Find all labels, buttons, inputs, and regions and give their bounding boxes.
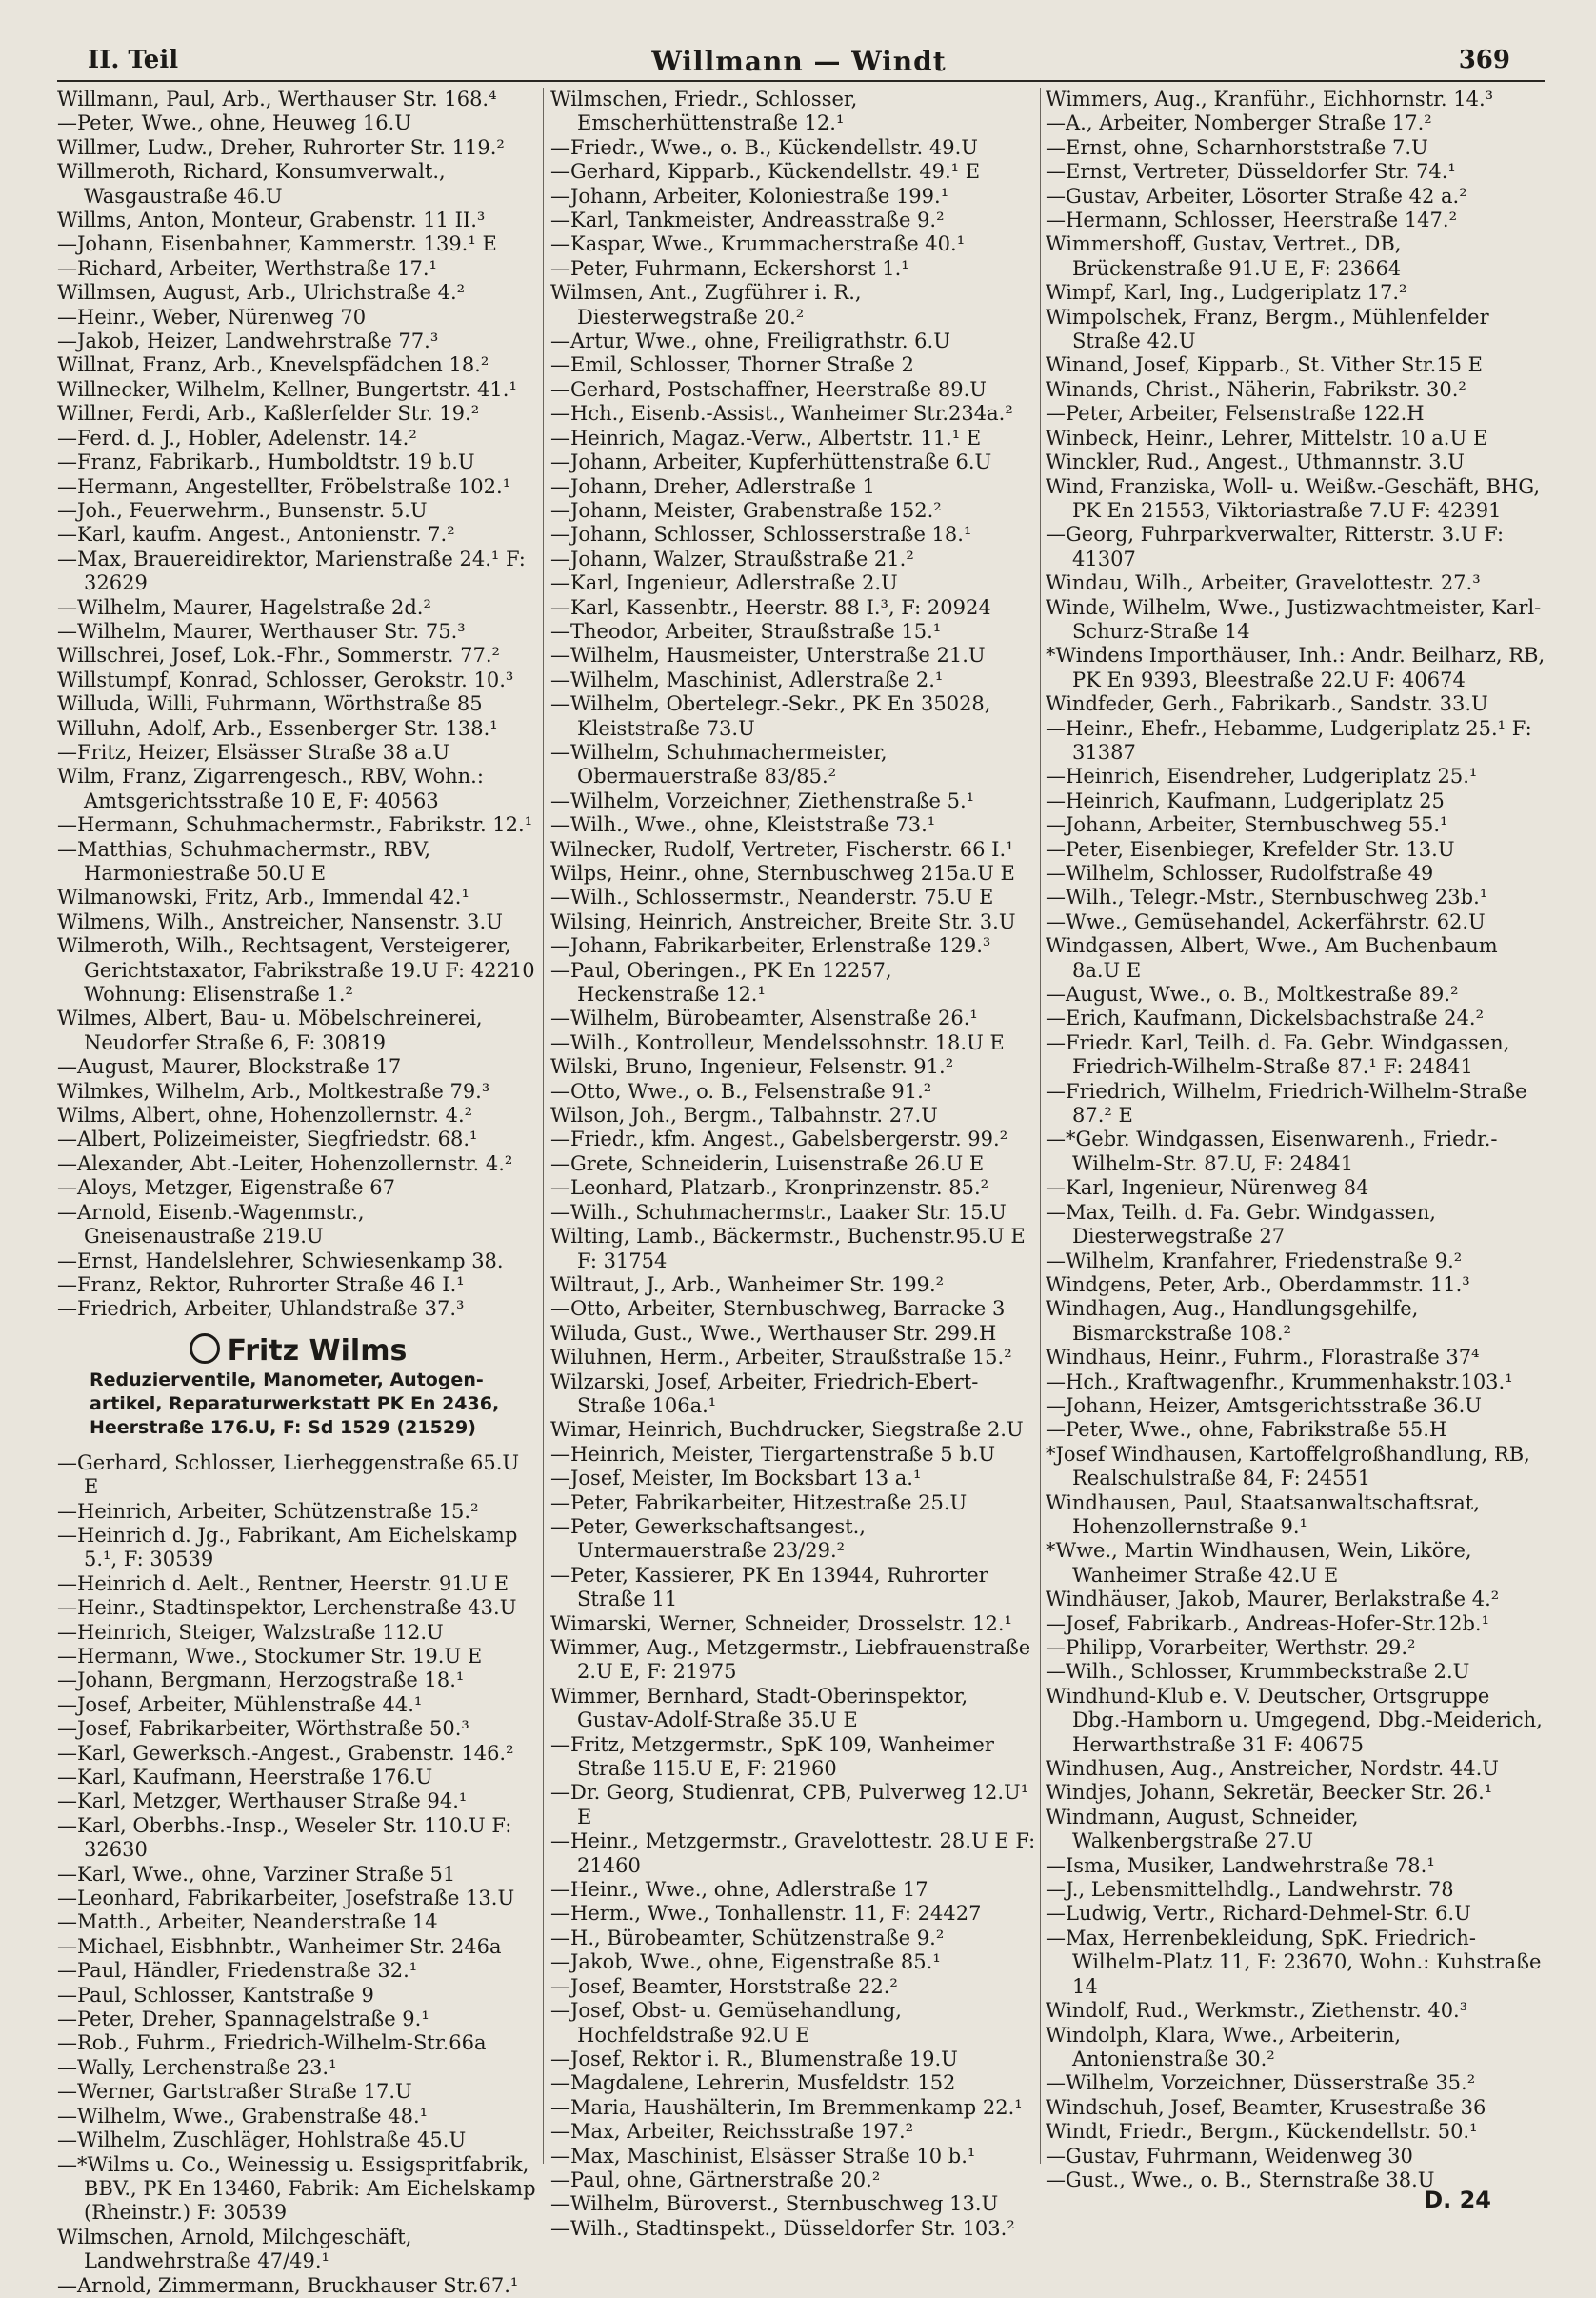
directory-entry: —Wilh., Stadtinspekt., Düsseldorfer Str. 103.² (550, 2216, 1015, 2240)
directory-entry: —Wilhelm, Maschinist, Adlerstraße 2.¹ (550, 668, 944, 691)
directory-entry: Willstumpf, Konrad, Schlosser, Gerokstr. 10.³ (57, 668, 514, 691)
directory-entry: —Josef, Meister, Im Bocksbart 13 a.¹ (550, 1467, 922, 1490)
directory-entry: Wimmer, Aug., Metzgermstr., Liebfrauenstraße 2.U E, F: 21975 (550, 1636, 1031, 1684)
directory-entry: —Heinr., Wwe., ohne, Adlerstraße 17 (550, 1878, 928, 1902)
directory-entry: —Peter, Dreher, Spannagelstraße 9.¹ (57, 2008, 429, 2031)
directory-entry: —Albert, Polizeimeister, Siegfriedstr. 68.¹ (57, 1128, 478, 1151)
directory-entry: —Wilhelm, Wwe., Grabenstraße 48.¹ (57, 2104, 429, 2128)
directory-entry: Windgassen, Albert, Wwe., Am Buchenbaum 8a.U E (1046, 934, 1498, 982)
directory-entry: Wimmer, Bernhard, Stadt-Oberinspektor, Gustav-Adolf-Straße 35.U E (550, 1684, 968, 1732)
directory-entry: —Wilhelm, Hausmeister, Unterstraße 21.U (550, 644, 986, 668)
directory-entry: —Friedrich, Arbeiter, Uhlandstraße 37.³ (57, 1297, 465, 1321)
directory-entry: —J., Lebensmittelhdlg., Landwehrstr. 78 (1046, 1878, 1454, 1902)
column-1-entries-top (57, 88, 539, 1322)
directory-entry: Wilting, Lamb., Bäckermstr., Buchenstr.95.U E F: 31754 (550, 1225, 1026, 1272)
directory-entry: Windau, Wilh., Arbeiter, Gravelottestr. 27.³ (1046, 571, 1481, 595)
directory-entry: *Josef Windhausen, Kartoffelgroßhandlung, RB, Realschulstraße 84, F: 24551 (1046, 1442, 1530, 1490)
ad-line-1: Reduzierventile, Manometer, Autogen- (90, 1369, 484, 1390)
directory-entry: —Friedr., Wwe., o. B., Kückendellstr. 49.U (550, 135, 978, 159)
directory-entry: —Artur, Wwe., ohne, Freiligrathstr. 6.U (550, 330, 950, 353)
directory-entry: Windgens, Peter, Arb., Oberdammstr. 11.³ (1046, 1272, 1470, 1296)
directory-entry: Wilnecker, Rudolf, Vertreter, Fischerstr. 66 I.¹ (550, 837, 1014, 861)
directory-entry: Windhäuser, Jakob, Maurer, Berlakstraße 4.² (1046, 1588, 1500, 1611)
directory-entry: —Karl, Tankmeister, Andreasstraße 9.² (550, 209, 945, 232)
directory-entry: Windhund-Klub e. V. Deutscher, Ortsgruppe Dbg.-Hamborn u. Umgegend, Dbg.-Meiderich, Herwarthstraße 31 F: 40675 (1046, 1684, 1543, 1756)
directory-entry: Winckler, Rud., Angest., Uthmannstr. 3.U (1046, 450, 1465, 474)
column-2 (550, 88, 1036, 2240)
directory-entry: —Franz, Rektor, Ruhrorter Straße 46 I.¹ (57, 1272, 465, 1296)
directory-entry: Willuhn, Adolf, Arb., Essenberger Str. 138.¹ (57, 716, 498, 740)
column-1 (57, 88, 539, 2297)
directory-entry: —Wwe., Gemüsehandel, Ackerfährstr. 62.U (1046, 909, 1486, 933)
directory-entry: —Johann, Dreher, Adlerstraße 1 (550, 474, 875, 498)
directory-entry: Wimarski, Werner, Schneider, Drosselstr. 12.¹ (550, 1611, 1012, 1635)
directory-entry: —Heinrich d. Jg., Fabrikant, Am Eichelskamp 5.¹, F: 30539 (57, 1523, 518, 1571)
directory-entry: —Otto, Wwe., o. B., Felsenstraße 91.² (550, 1079, 932, 1103)
directory-entry: —Max, Brauereidirektor, Marienstraße 24.¹ F: 32629 (57, 547, 526, 595)
directory-entry: Winands, Christ., Näherin, Fabrikstr. 30.² (1046, 377, 1466, 401)
directory-entry: —Fritz, Heizer, Elsässer Straße 38 a.U (57, 740, 450, 764)
directory-entry: Wilmanowski, Fritz, Arb., Immendal 42.¹ (57, 886, 469, 909)
directory-entry: Willmer, Ludw., Dreher, Ruhrorter Str. 119.² (57, 135, 505, 159)
directory-entry: Windhusen, Aug., Anstreicher, Nordstr. 44.U (1046, 1757, 1499, 1781)
directory-entry: Wimpolschek, Franz, Bergm., Mühlenfelder Straße 42.U (1046, 305, 1489, 353)
section-label: II. Teil (88, 46, 179, 74)
directory-entry: —Karl, Kassenbtr., Heerstr. 88 I.³, F: 20924 (550, 595, 991, 619)
directory-entry: Wiltraut, J., Arb., Wanheimer Str. 199.² (550, 1272, 945, 1296)
directory-entry: Willschrei, Josef, Lok.-Fhr., Sommerstr. 77.² (57, 644, 500, 668)
directory-entry: —Gustav, Fuhrmann, Weidenweg 30 (1046, 2144, 1413, 2168)
directory-entry: —Ernst, Vertreter, Düsseldorfer Str. 74.¹ (1046, 160, 1456, 184)
directory-entry: —Ernst, ohne, Scharnhorststraße 7.U (1046, 135, 1428, 159)
directory-entry: —Heinr., Stadtinspektor, Lerchenstraße 43.U (57, 1596, 517, 1620)
directory-entry: Windt, Friedr., Bergm., Kückendellstr. 50.¹ (1046, 2120, 1478, 2144)
directory-entry: —Dr. Georg, Studienrat, CPB, Pulverweg 12.U¹ E (550, 1781, 1029, 1828)
directory-entry: Willuda, Willi, Fuhrmann, Wörthstraße 85 (57, 692, 483, 716)
directory-entry: Wimmershoff, Gustav, Vertret., DB, Brückenstraße 91.U E, F: 23664 (1046, 232, 1402, 280)
directory-entry: —Philipp, Vorarbeiter, Werthstr. 29.² (1046, 1636, 1416, 1659)
directory-entry: —August, Wwe., o. B., Moltkestraße 89.² (1046, 983, 1459, 1007)
column-divider-2 (1040, 88, 1041, 2164)
directory-entry: Wilsing, Heinrich, Anstreicher, Breite Str. 3.U (550, 909, 1016, 933)
column-3-entries (1046, 88, 1550, 2192)
directory-entry: —Paul, ohne, Gärtnerstraße 20.² (550, 2168, 881, 2191)
directory-entry: Wiluhnen, Herm., Arbeiter, Straußstraße 15.² (550, 1346, 1012, 1369)
directory-entry: —*Wilms u. Co., Weinessig u. Essigspritfabrik, BBV., PK En 13460, Fabrik: Am Eichelskamp (Rheinstr.) F: 30539 (57, 2152, 536, 2225)
directory-entry: —Wilhelm, Maurer, Werthauser Str. 75.³ (57, 619, 466, 643)
ad-title: Fritz Wilms (227, 1333, 408, 1368)
directory-entry: —Paul, Schlosser, Kantstraße 9 (57, 1983, 374, 2007)
directory-entry: —H., Bürobeamter, Schützenstraße 9.² (550, 1926, 945, 1949)
directory-entry: —Ludwig, Vertr., Richard-Dehmel-Str. 6.U (1046, 1902, 1471, 1926)
directory-entry: —Hch., Eisenb.-Assist., Wanheimer Str.234a.² (550, 402, 1013, 426)
directory-entry: —Georg, Fuhrparkverwalter, Ritterstr. 3.U F: 41307 (1046, 523, 1505, 570)
company-emblem-icon (190, 1333, 220, 1364)
directory-entry: —Johann, Bergmann, Herzogstraße 18.¹ (57, 1669, 465, 1692)
directory-entry: —Karl, Wwe., ohne, Varziner Straße 51 (57, 1862, 456, 1886)
directory-entry: Winde, Wilhelm, Wwe., Justizwachtmeister, Karl-Schurz-Straße 14 (1046, 595, 1542, 643)
directory-entry: —Peter, Gewerkschaftsangest., Untermauerstraße 23/29.² (550, 1514, 866, 1563)
directory-entry: —Michael, Eisbhnbtr., Wanheimer Str. 246a (57, 1934, 502, 1958)
directory-entry: —Ferd. d. J., Hobler, Adelenstr. 14.² (57, 426, 417, 450)
directory-entry: —August, Maurer, Blockstraße 17 (57, 1055, 402, 1079)
directory-entry: —Erich, Kaufmann, Dickelsbachstraße 24.² (1046, 1007, 1484, 1030)
directory-entry: —Arnold, Zimmermann, Bruckhauser Str.67.¹ (57, 2273, 519, 2297)
directory-entry: —Richard, Arbeiter, Werthstraße 17.¹ (57, 256, 437, 280)
directory-entry: Willnecker, Wilhelm, Kellner, Bungertstr. 41.¹ (57, 377, 517, 401)
directory-entry: —Peter, Arbeiter, Felsenstraße 122.H (1046, 402, 1425, 426)
directory-entry: —Gerhard, Kipparb., Kückendellstr. 49.¹ E (550, 160, 981, 184)
directory-entry: —Gerhard, Postschaffner, Heerstraße 89.U (550, 377, 988, 401)
directory-entry: —Johann, Arbeiter, Koloniestraße 199.¹ (550, 184, 949, 208)
directory-entry: Wimar, Heinrich, Buchdrucker, Siegstraße 2.U (550, 1418, 1024, 1442)
directory-entry: —Paul, Oberingen., PK En 12257, Heckenstraße 12.¹ (550, 958, 892, 1007)
directory-entry: Wimmers, Aug., Kranführ., Eichhornstr. 14.³ (1046, 88, 1494, 110)
directory-entry: —Karl, Gewerksch.-Angest., Grabenstr. 146.² (57, 1741, 514, 1765)
directory-entry: Windmann, August, Schneider, Walkenbergstraße 27.U (1046, 1805, 1359, 1853)
directory-entry: —Johann, Meister, Grabenstraße 152.² (550, 498, 942, 522)
page-number: 369 (1458, 46, 1510, 74)
column-1-entries-bottom (57, 1451, 539, 2298)
directory-entry: —Heinr., Weber, Nürenweg 70 (57, 305, 367, 329)
directory-entry: —Heinr., Metzgermstr., Gravelottestr. 28.U E F: 21460 (550, 1829, 1036, 1877)
directory-entry: —Max, Arbeiter, Reichsstraße 197.² (550, 2120, 914, 2144)
directory-entry: —Leonhard, Fabrikarbeiter, Josefstraße 13.U (57, 1887, 515, 1910)
directory-entry: —Heinr., Ehefr., Hebamme, Ludgeriplatz 25.¹ F: 31387 (1046, 716, 1532, 764)
directory-entry: —Karl, kaufm. Angest., Antonienstr. 7.² (57, 523, 455, 547)
directory-entry: —Peter, Fabrikarbeiter, Hitzestraße 25.U (550, 1490, 968, 1514)
directory-entry: —Paul, Händler, Friedenstraße 32.¹ (57, 1959, 418, 1983)
directory-entry: —Wilhelm, Schlosser, Rudolfstraße 49 (1046, 862, 1434, 885)
directory-entry: Willmeroth, Richard, Konsumverwalt., Wasgaustraße 46.U (57, 160, 446, 208)
directory-entry: —Johann, Fabrikarbeiter, Erlenstraße 129.³ (550, 934, 991, 958)
directory-entry: Wilmschen, Arnold, Milchgeschäft, Landwehrstraße 47/49.¹ (57, 2225, 412, 2273)
directory-entry: —Friedr., kfm. Angest., Gabelsbergerstr. 99.² (550, 1128, 1008, 1151)
directory-entry: Wilski, Bruno, Ingenieur, Felsenstr. 91.² (550, 1055, 954, 1079)
header-rule (57, 80, 1545, 82)
directory-entry: —Max, Teilh. d. Fa. Gebr. Windgassen, Diesterwegstraße 27 (1046, 1200, 1436, 1249)
directory-entry: —Fritz, Metzgermstr., SpK 109, Wanheimer Straße 115.U E, F: 21960 (550, 1732, 994, 1781)
directory-entry: —Peter, Wwe., ohne, Fabrikstraße 55.H (1046, 1418, 1447, 1442)
directory-entry: —Alexander, Abt.-Leiter, Hohenzollernstr. 4.² (57, 1151, 513, 1175)
directory-entry: —Peter, Kassierer, PK En 13944, Ruhrorter Straße 11 (550, 1563, 988, 1611)
directory-entry: —Heinrich d. Aelt., Rentner, Heerstr. 91.U E (57, 1571, 509, 1595)
directory-entry: —Wilhelm, Bürobeamter, Alsenstraße 26.¹ (550, 1007, 978, 1030)
directory-entry: Wilmens, Wilh., Anstreicher, Nansenstr. 3.U (57, 909, 503, 933)
directory-entry: —Friedrich, Wilhelm, Friedrich-Wilhelm-Straße 87.² E (1046, 1079, 1527, 1128)
directory-entry: —Karl, Metzger, Werthauser Straße 94.¹ (57, 1789, 468, 1813)
directory-entry: —Wilhelm, Zuschläger, Hohlstraße 45.U (57, 2128, 467, 2152)
directory-entry: —Josef, Rektor i. R., Blumenstraße 19.U (550, 2047, 958, 2070)
directory-entry: —Karl, Oberbhs.-Insp., Weseler Str. 110.U F: 32630 (57, 1813, 512, 1862)
directory-entry: Windjes, Johann, Sekretär, Beecker Str. 26.¹ (1046, 1781, 1493, 1805)
directory-entry: —Matthias, Schuhmachermstr., RBV, Harmoniestraße 50.U E (57, 837, 430, 885)
directory-entry: —Wilhelm, Kranfahrer, Friedenstraße 9.² (1046, 1249, 1463, 1272)
directory-entry: Wilzarski, Josef, Arbeiter, Friedrich-Ebert-Straße 106a.¹ (550, 1369, 979, 1417)
directory-entry: Windolph, Klara, Wwe., Arbeiterin, Antonienstraße 30.² (1046, 2023, 1402, 2070)
directory-entry: —Peter, Fuhrmann, Eckershorst 1.¹ (550, 256, 909, 280)
directory-entry: —Ernst, Handelslehrer, Schwiesenkamp 38. (57, 1249, 504, 1272)
directory-entry: —Josef, Arbeiter, Mühlenstraße 44.¹ (57, 1692, 423, 1716)
directory-entry: —Rob., Fuhrm., Friedrich-Wilhelm-Str.66a (57, 2031, 487, 2055)
ad-line-3: Heerstraße 176.U, F: Sd 1529 (21529) (90, 1416, 476, 1438)
directory-entry: —Josef, Beamter, Horststraße 22.² (550, 1974, 898, 1998)
footer-mark: D. 24 (1424, 2187, 1491, 2213)
directory-entry: —Wilhelm, Vorzeichner, Düsserstraße 35.² (1046, 2071, 1476, 2095)
directory-entry: —Johann, Arbeiter, Kupferhüttenstraße 6.U (550, 450, 992, 474)
directory-entry: —Herm., Wwe., Tonhallenstr. 11, F: 24427 (550, 1902, 982, 1926)
directory-entry: —Wilhelm, Vorzeichner, Ziethenstraße 5.¹ (550, 789, 975, 812)
directory-entry: Wilmeroth, Wilh., Rechtsagent, Versteigerer, Gerichtstaxator, Fabrikstraße 19.U F: 42210 Wohnung: Elisenstraße 1.² (57, 934, 535, 1007)
directory-entry: —Heinrich, Arbeiter, Schützenstraße 15.² (57, 1499, 479, 1523)
directory-entry: —Grete, Schneiderin, Luisenstraße 26.U E (550, 1151, 985, 1175)
column-divider-1 (543, 88, 544, 2164)
directory-entry: —Josef, Fabrikarbeiter, Wörthstraße 50.³ (57, 1717, 469, 1741)
directory-entry: Windschuh, Josef, Beamter, Krusestraße 36 (1046, 2095, 1486, 2119)
directory-entry: —Magdalene, Lehrerin, Musfeldstr. 152 (550, 2071, 956, 2095)
directory-entry: —Franz, Fabrikarb., Humboldtstr. 19 b.U (57, 450, 475, 474)
directory-entry: —Peter, Eisenbieger, Krefelder Str. 13.U (1046, 837, 1455, 861)
directory-entry: —Hermann, Wwe., Stockumer Str. 19.U E (57, 1644, 483, 1668)
directory-entry: —Emil, Schlosser, Thorner Straße 2 (550, 353, 914, 377)
directory-entry: Wimpf, Karl, Ing., Ludgeriplatz 17.² (1046, 281, 1407, 305)
directory-entry: —Theodor, Arbeiter, Straußstraße 15.¹ (550, 619, 942, 643)
directory-entry: —Johann, Eisenbahner, Kammerstr. 139.¹ E (57, 232, 497, 256)
directory-entry: Windhaus, Heinr., Fuhrm., Florastraße 37⁴ (1046, 1346, 1480, 1369)
directory-entry: —Wally, Lerchenstraße 23.¹ (57, 2055, 337, 2079)
directory-entry: —Wilhelm, Maurer, Hagelstraße 2d.² (57, 595, 431, 619)
directory-entry: —Wilhelm, Büroverst., Sternbuschweg 13.U (550, 2192, 999, 2216)
directory-entry: —*Gebr. Windgassen, Eisenwarenh., Friedr.-Wilhelm-Str. 87.U, F: 24841 (1046, 1128, 1498, 1175)
directory-entry: —Johann, Arbeiter, Sternbuschweg 55.¹ (1046, 813, 1448, 837)
directory-entry: Wilm, Franz, Zigarrengesch., RBV, Wohn.: Amtsgerichtsstraße 10 E, F: 40563 (57, 765, 484, 812)
directory-entry: —Heinrich, Magaz.-Verw., Albertstr. 11.¹ E (550, 426, 982, 450)
directory-entry: —Leonhard, Platzarb., Kronprinzenstr. 85.² (550, 1176, 989, 1200)
directory-entry: —Wilh., Wwe., ohne, Kleiststraße 73.¹ (550, 813, 936, 837)
directory-entry: —Johann, Walzer, Straußstraße 21.² (550, 547, 914, 570)
directory-entry: —A., Arbeiter, Nomberger Straße 17.² (1046, 111, 1432, 135)
directory-entry: —Karl, Ingenieur, Adlerstraße 2.U (550, 571, 898, 595)
directory-entry: —Jakob, Wwe., ohne, Eigenstraße 85.¹ (550, 1950, 941, 1974)
directory-entry: —Wilhelm, Schuhmachermeister, Obermauerstraße 83/85.² (550, 740, 888, 789)
directory-entry: —Aloys, Metzger, Eigenstraße 67 (57, 1176, 395, 1200)
ad-line-2: artikel, Reparaturwerkstatt PK En 2436, (90, 1392, 500, 1414)
directory-entry: —Wilh., Kontrolleur, Mendelssohnstr. 18.U E (550, 1030, 1005, 1054)
directory-entry: —Josef, Obst- u. Gemüsehandlung, Hochfeldstraße 92.U E (550, 1999, 902, 2047)
directory-entry: —Johann, Heizer, Amtsgerichtsstraße 36.U (1046, 1393, 1482, 1417)
directory-entry: —Wilhelm, Obertelegr.-Sekr., PK En 35028, Kleiststraße 73.U (550, 692, 991, 740)
directory-entry: —Kaspar, Wwe., Krummacherstraße 40.¹ (550, 232, 966, 256)
column-3 (1046, 88, 1550, 2191)
page-header (88, 46, 1510, 78)
directory-entry: Wilmsen, Ant., Zugführer i. R., Diesterwegstraße 20.² (550, 281, 862, 329)
directory-entry: —Heinrich, Kaufmann, Ludgeriplatz 25 (1046, 789, 1445, 812)
directory-entry: —Josef, Fabrikarb., Andreas-Hofer-Str.12b.¹ (1046, 1611, 1490, 1635)
directory-entry: —Heinrich, Steiger, Walzstraße 112.U (57, 1620, 444, 1644)
directory-entry: —Hermann, Angestellter, Fröbelstraße 102.¹ (57, 474, 511, 498)
directory-entry: Willner, Ferdi, Arb., Kaßlerfelder Str. 19.² (57, 402, 480, 426)
directory-entry: —Wilh., Schuhmachermstr., Laaker Str. 15.U (550, 1200, 1007, 1224)
directory-entry: —Werner, Gartstraßer Straße 17.U (57, 2080, 412, 2104)
directory-entry: —Heinrich, Eisendreher, Ludgeriplatz 25.¹ (1046, 765, 1478, 789)
directory-entry: —Jakob, Heizer, Landwehrstraße 77.³ (57, 330, 439, 353)
directory-entry: —Friedr. Karl, Teilh. d. Fa. Gebr. Windgassen, Friedrich-Wilhelm-Straße 87.¹ F: 24841 (1046, 1030, 1510, 1079)
directory-entry: Wiluda, Gust., Wwe., Werthauser Str. 299.H (550, 1321, 997, 1345)
directory-entry: Wilps, Heinr., ohne, Sternbuschweg 215a.U E (550, 862, 1015, 885)
directory-entry: Wilmschen, Friedr., Schlosser, Emscherhüttenstraße 12.¹ (550, 88, 858, 135)
directory-entry: —Max, Maschinist, Elsässer Straße 10 b.¹ (550, 2144, 976, 2168)
directory-entry: —Karl, Kaufmann, Heerstraße 176.U (57, 1766, 433, 1788)
directory-entry: —Joh., Feuerwehrm., Bunsenstr. 5.U (57, 498, 428, 522)
directory-entry: —Otto, Arbeiter, Sternbuschweg, Barracke 3 (550, 1297, 1006, 1321)
directory-entry: Willms, Anton, Monteur, Grabenstr. 11 II.³ (57, 209, 486, 232)
directory-entry: Windfeder, Gerh., Fabrikarb., Sandstr. 33.U (1046, 692, 1488, 716)
directory-entry: Willnat, Franz, Arb., Knevelspfädchen 18.² (57, 353, 489, 377)
directory-entry: —Gust., Wwe., o. B., Sternstraße 38.U (1046, 2168, 1435, 2191)
directory-entry: Willmann, Paul, Arb., Werthauser Str. 168.⁴ (57, 88, 497, 110)
directory-entry: —Gerhard, Schlosser, Lierheggenstraße 65.U E (57, 1450, 520, 1499)
column-2-entries (550, 88, 1036, 2241)
directory-entry: —Wilh., Schlossermstr., Neanderstr. 75.U E (550, 886, 994, 909)
directory-entry: Wind, Franziska, Woll- u. Weißw.-Geschäft, BHG, PK En 21553, Viktoriastraße 7.U F: 42391 (1046, 474, 1541, 522)
directory-entry: —Hch., Kraftwagenfhr., Krummenhakstr.103.¹ (1046, 1369, 1513, 1393)
directory-entry: —Isma, Musiker, Landwehrstraße 78.¹ (1046, 1853, 1435, 1877)
name-range-title: Willmann — Windt (651, 46, 947, 77)
directory-entry: Willmsen, August, Arb., Ulrichstraße 4.² (57, 281, 466, 305)
directory-entry: —Johann, Schlosser, Schlosserstraße 18.¹ (550, 523, 972, 547)
directory-entry: Winbeck, Heinr., Lehrer, Mittelstr. 10 a.U E (1046, 426, 1488, 450)
directory-entry: Windolf, Rud., Werkmstr., Ziethenstr. 40.³ (1046, 1999, 1468, 2023)
directory-entry: Wilms, Albert, ohne, Hohenzollernstr. 4.² (57, 1104, 473, 1128)
directory-entry: Winand, Josef, Kipparb., St. Vither Str.15 E (1046, 353, 1484, 377)
directory-entry: —Max, Herrenbekleidung, SpK. Friedrich-Wilhelm-Platz 11, F: 23670, Wohn.: Kuhstraße 14 (1046, 1926, 1542, 1998)
directory-entry: Wilmes, Albert, Bau- u. Möbelschreinerei, Neudorfer Straße 6, F: 30819 (57, 1007, 483, 1054)
directory-entry: —Heinrich, Meister, Tiergartenstraße 5 b.U (550, 1442, 996, 1466)
directory-entry: —Gustav, Arbeiter, Lösorter Straße 42 a.² (1046, 184, 1467, 208)
directory-entry: —Hermann, Schuhmachermstr., Fabrikstr. 12.¹ (57, 813, 533, 837)
directory-entry: *Windens Importhäuser, Inh.: Andr. Beilharz, RB, PK En 9393, Bleestraße 22.U F: 40674 (1046, 644, 1546, 691)
directory-entry: —Wilh., Schlosser, Krummbeckstraße 2.U (1046, 1660, 1470, 1684)
directory-entry: —Peter, Wwe., ohne, Heuweg 16.U (57, 111, 411, 135)
directory-entry: —Matth., Arbeiter, Neanderstraße 14 (57, 1910, 438, 1934)
directory-entry: —Arnold, Eisenb.-Wagenmstr., Gneisenaustraße 219.U (57, 1200, 365, 1249)
directory-entry: Wilson, Joh., Bergm., Talbahnstr. 27.U (550, 1104, 938, 1128)
directory-entry: Windhausen, Paul, Staatsanwaltschaftsrat, Hohenzollernstraße 9.¹ (1046, 1490, 1480, 1538)
directory-entry: Wilmkes, Wilhelm, Arb., Moltkestraße 79.³ (57, 1079, 490, 1103)
directory-entry: —Maria, Haushälterin, Im Bremmenkamp 22.¹ (550, 2095, 1023, 2119)
directory-entry: —Wilh., Telegr.-Mstr., Sternbuschweg 23b.¹ (1046, 886, 1488, 909)
advertisement-fritz-wilms (57, 1333, 539, 1440)
directory-entry: *Wwe., Martin Windhausen, Wein, Liköre, Wanheimer Straße 42.U E (1046, 1539, 1472, 1587)
directory-entry: —Karl, Ingenieur, Nürenweg 84 (1046, 1176, 1369, 1200)
directory-entry: —Hermann, Schlosser, Heerstraße 147.² (1046, 209, 1457, 232)
directory-entry: Windhagen, Aug., Handlungsgehilfe, Bismarckstraße 108.² (1046, 1297, 1419, 1345)
